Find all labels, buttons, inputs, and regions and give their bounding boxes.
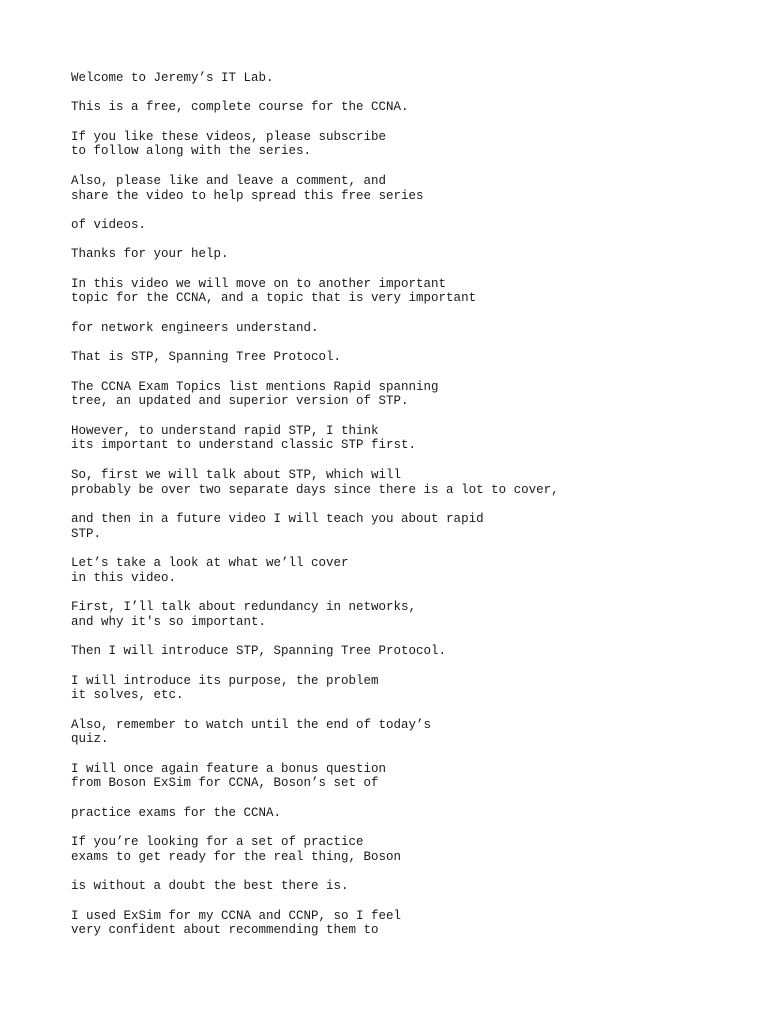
- paragraph-4: Also, please like and leave a comment, and share the video to help spread this free series: [71, 173, 424, 203]
- paragraph-11: However, to understand rapid STP, I think its important to understand classic STP first.: [71, 423, 417, 453]
- paragraph-14: Let’s take a look at what we’ll cover in this video.: [71, 556, 349, 585]
- paragraph-12: So, first we will talk about STP, which will probably be over two separate days since there is a lot to cover,: [71, 467, 559, 497]
- paragraph-9: That is STP, Spanning Tree Protocol.: [71, 350, 342, 365]
- paragraph-17: I will introduce its purpose, the problem it solves, etc.: [71, 673, 379, 703]
- paragraph-1: Welcome to Jeremy’s IT Lab.: [71, 71, 274, 85]
- paragraph-21: If you’re looking for a set of practice exams to get ready for the real thing, Boson: [71, 835, 402, 864]
- paragraph-10: The CCNA Exam Topics list mentions Rapid spanning tree, an updated and superior version of STP.: [71, 379, 439, 409]
- paragraph-23: I used ExSim for my CCNA and CCNP, so I feel very confident about recommending them to: [71, 908, 402, 938]
- paragraph-5: of videos.: [71, 217, 147, 232]
- paragraph-7: In this video we will move on to another important topic for the CCNA, and a topic that is very important: [71, 276, 477, 306]
- paragraph-2: This is a free, complete course for the CCNA.: [71, 100, 409, 115]
- paragraph-6: Thanks for your help.: [71, 247, 229, 262]
- paragraph-8: for network engineers understand.: [71, 320, 319, 335]
- paragraph-20: practice exams for the CCNA.: [71, 805, 282, 820]
- paragraph-18: Also, remember to watch until the end of today’s quiz.: [71, 717, 432, 747]
- paragraph-13: and then in a future video I will teach you about rapid STP.: [71, 511, 484, 541]
- paragraph-19: I will once again feature a bonus question from Boson ExSim for CCNA, Boson’s set of: [71, 761, 387, 791]
- paragraph-22: is without a doubt the best there is.: [71, 879, 349, 894]
- paragraph-16: Then I will introduce STP, Spanning Tree Protocol.: [71, 644, 447, 659]
- paragraph-3: If you like these videos, please subscribe to follow along with the series.: [71, 129, 387, 159]
- paragraph-15: First, I’ll talk about redundancy in networks, and why it's so important.: [71, 600, 417, 629]
- transcript-text: [71, 71, 751, 953]
